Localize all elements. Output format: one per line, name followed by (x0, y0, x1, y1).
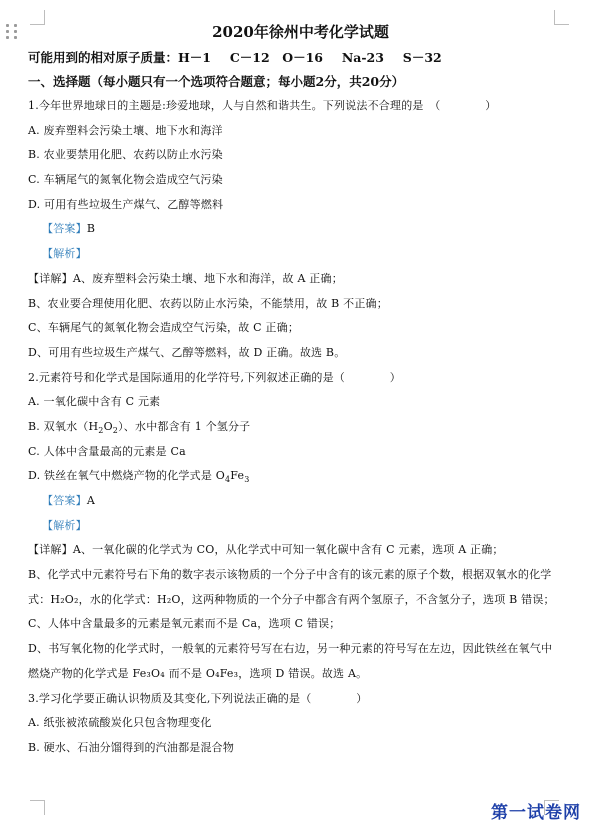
question-1-option-c: C. 车辆尾气的氮氧化物会造成空气污染 (28, 173, 223, 187)
watermark-logo: 第一试卷网 (491, 803, 581, 823)
question-2-answer (28, 489, 573, 514)
detail-text: A、废弃塑料会污染土壤、地下水和海洋，故 A 正确； (72, 271, 343, 285)
detail-text: A、一氧化碳的化学式为 CO，从化学式中可知一氧化碳中含有 C 元素，选项 A 正确； (72, 543, 504, 557)
question-2-detail-a (28, 538, 573, 563)
question-2-stem: 2.元素符号和化学式是国际通用的化学符号,下列叙述正确的是（ ） (28, 370, 401, 384)
answer-value: A (86, 494, 95, 507)
question-3-option-a: A. 纸张被浓硫酸炭化只包含物理变化 (28, 716, 212, 730)
question-1-answer (28, 217, 573, 242)
question-2-option-c: C. 人体中含量最高的元素是 Ca (28, 444, 186, 458)
analysis-tag: 【解析】 (42, 518, 87, 532)
question-1-detail-c: C、车辆尾气的氮氧化物会造成空气污染，故 C 正确； (28, 321, 300, 335)
question-2-detail-b1: B、化学式中元素符号右下角的数字表示该物质的一个分子中含有的该元素的原子个数，根据双氧水的化学 (28, 568, 552, 582)
option-text: D. 铁丝在氧气中燃烧产物的化学式是 O (28, 469, 225, 483)
subscript: 2 (98, 426, 104, 436)
detail-tag: 【详解】 (28, 271, 73, 285)
detail-tag: 【详解】 (28, 543, 73, 557)
option-text: O (103, 419, 113, 433)
question-1-option-a: A. 废弃塑料会污染土壤、地下水和海洋 (28, 123, 223, 137)
analysis-tag: 【解析】 (42, 247, 87, 261)
question-3-stem: 3.学习化学要正确认识物质及其变化,下列说法正确的是（ ） (28, 691, 368, 705)
question-1-detail-d: D、可用有些垃圾生产煤气、乙醇等燃料，故 D 正确。故选 B。 (28, 345, 346, 359)
subscript: 2 (112, 426, 119, 436)
question-2-detail-b2: 式：H₂O₂，水的化学式：H₂O，这两种物质的一个分子中都含有两个氢原子，不含氢分子，选项 B 错误； (28, 592, 555, 606)
question-2-option-d (28, 464, 573, 489)
answer-tag: 【答案】 (42, 222, 87, 236)
question-1-detail-b: B、农业要合理使用化肥、农药以防止水污染，不能禁用，故 B 不正确； (28, 296, 388, 310)
question-1-option-b: B. 农业要禁用化肥、农药以防止水污染 (28, 148, 223, 162)
option-text: ）、水中都含有 1 个氢分子 (118, 419, 251, 433)
option-text: Fe (230, 469, 245, 483)
question-2-option-a: A. 一氧化碳中含有 C 元素 (28, 395, 161, 409)
question-2-analysis (28, 514, 573, 539)
question-3-option-b: B. 硬水、石油分馏得到的汽油都是混合物 (28, 740, 235, 754)
page-title: 2020年徐州中考化学试题 (212, 23, 389, 41)
document-page (28, 18, 573, 761)
question-2-detail-c: C、人体中含量最多的元素是氧元素而不是 Ca，选项 C 错误； (28, 617, 341, 631)
subscript: 3 (244, 475, 250, 485)
answer-tag: 【答案】 (42, 494, 87, 507)
question-1-option-d: D. 可用有些垃圾生产煤气、乙醇等燃料 (28, 197, 224, 211)
drag-handle-icon[interactable] (6, 24, 18, 38)
question-2-detail-d1: D、书写氧化物的化学式时，一般氧的元素符号写在右边，另一种元素的符号写在左边，因此铁丝在氧气中 (28, 642, 553, 656)
question-2-detail-d2: 燃烧产物的化学式是 Fe₃O₄ 而不是 O₄Fe₃，选项 D 错误。故选 A。 (28, 666, 368, 680)
answer-value: B (86, 222, 96, 236)
crop-mark-bottom-left (30, 800, 45, 815)
question-2-option-b (28, 415, 573, 440)
option-text: B. 双氧水（H (28, 419, 99, 433)
question-1-detail-a (28, 267, 573, 292)
atomic-masses-line: 可能用到的相对原子质量：H－1 C－12 O－16 Na-23 S－32 (28, 50, 442, 65)
section-heading: 一、选择题（每小题只有一个选项符合题意；每小题2分，共20分） (28, 74, 405, 89)
question-1-stem: 1.今年世界地球日的主题是:珍爱地球，人与自然和谐共生。下列说法不合理的是 （ ） (28, 99, 497, 112)
subscript: 4 (224, 475, 231, 485)
question-1-analysis (28, 242, 573, 267)
